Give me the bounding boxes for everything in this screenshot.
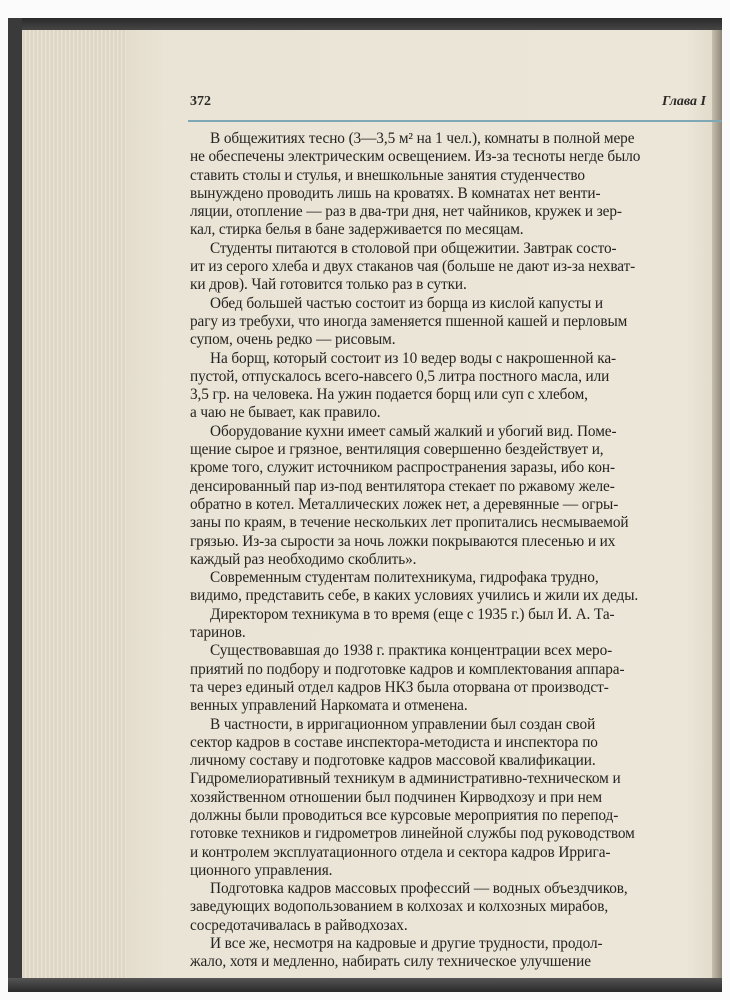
text-line: заведующих водопользованием в колхозах и колхозных мирабов, xyxy=(190,898,609,916)
text-line: и контролем эксплуатационного отдела и сектора кадров Ирригa- xyxy=(190,843,611,861)
text-line: таринов. xyxy=(190,624,246,642)
text-line: жало, хотя и медленно, набирать силу техническое улучшение xyxy=(190,953,591,971)
text-line: заны по краям, в течение нескольких лет пропитались несмываемой xyxy=(190,514,629,532)
text-line: ставить столы и стулья, и внешкольные занятия студенчество xyxy=(190,166,585,184)
text-line: На борщ, который состоит из 10 ведер воды с накрошенной ка- xyxy=(210,349,617,367)
text-line: кал, стирка белья в бане задерживается по месяцам. xyxy=(190,221,524,239)
text-line: Подготовка кадров массовых профессий — водных объездчиков, xyxy=(210,880,628,898)
text-line: супом, очень редко — рисовым. xyxy=(190,331,396,349)
text-line: кроме того, служит источником распространения заразы, ибо кон- xyxy=(190,459,615,477)
text-line: денсированный пар из-под вентилятора стекает по ржавому желе- xyxy=(190,477,615,495)
header-rule xyxy=(188,120,722,122)
text-line: рагу из требухи, что иногда заменяется пшенной кашей и перловым xyxy=(190,312,628,330)
text-line: а чаю не бывает, как правило. xyxy=(190,404,381,422)
text-line: не обеспечены электрическим освещением. Из-за тесноты негде было xyxy=(190,148,641,166)
running-head: Глава I xyxy=(662,94,707,109)
text-line: сосредотачивалась в райводхозах. xyxy=(190,916,408,934)
text-line: Обед большей частью состоит из борща из кислой капусты и xyxy=(210,294,603,312)
text-line: ляции, отопление — раз в два-три дня, нет чайников, кружек и зер- xyxy=(190,203,622,221)
text-line: Современным студентам политехникума, гидрофака трудно, xyxy=(210,569,599,587)
page-header xyxy=(190,94,722,116)
text-line: Студенты питаются в столовой при общежитии. Завтрак состо- xyxy=(210,239,617,257)
scanner-left-shadow xyxy=(8,18,22,992)
text-line: приятий по подбору и подготовке кадров и комплектования аппара- xyxy=(190,660,625,678)
text-line: готовке техников и гидрометров линейной службы под руководством xyxy=(190,825,635,843)
text-line: каждый раз необходимо скоблить». xyxy=(190,550,417,568)
text-line: ит из серого хлеба и двух стаканов чая (больше не дают из-за нехват- xyxy=(190,258,636,276)
text-line: Гидромелиоративный техникум в административно-техническом и xyxy=(190,770,621,788)
text-line: 3,5 гр. на человека. На ужин подается борщ или суп с хлебом, xyxy=(190,386,588,404)
text-line: И все же, несмотря на кадровые и другие трудности, продол- xyxy=(210,935,603,953)
text-line: В общежитиях тесно (3—3,5 м² на 1 чел.), комнаты в полной мере xyxy=(210,130,635,147)
text-line: ки дров). Чай готовится только раз в сутки. xyxy=(190,276,467,294)
text-line: Директором техникума в то время (еще с 1935 г.) был И. А. Та- xyxy=(210,605,615,623)
text-line: должны были проводиться все курсовые мероприятия по перепод- xyxy=(190,806,619,824)
text-line: вынуждено проводить лишь на кроватях. В комнатах нет венти- xyxy=(190,184,601,202)
book-page-edges xyxy=(22,30,132,980)
text-line: пустой, отпускалось всего-навсего 0,5 литра постного масла, или xyxy=(190,367,610,385)
text-line: венных управлений Наркомата и отменена. xyxy=(190,697,468,715)
text-line: та через единый отдел кадров НКЗ была оторвана от производст- xyxy=(190,678,609,696)
page-number: 372 xyxy=(190,94,211,109)
text-line: Существовавшая до 1938 г. практика концентрации всех меро- xyxy=(210,642,613,660)
text-line: обратно в котел. Металлических ложек нет, а деревянные — огры- xyxy=(190,495,619,513)
text-line: сектор кадров в составе инспектора-методиста и инспектора по xyxy=(190,733,598,751)
text-line: личному составу и подготовке кадров массовой квалификации. xyxy=(190,752,596,770)
text-line: Оборудование кухни имеет самый жалкий и убогий вид. Поме- xyxy=(210,422,617,440)
scanner-bottom-shadow xyxy=(8,978,722,992)
text-line: В частности, в ирригационном управлении был создан свой xyxy=(210,715,596,733)
text-line: грязью. Из-за сырости за ночь ложки покрываются плесенью и их xyxy=(190,532,616,550)
body-text xyxy=(190,130,730,971)
text-line: хозяйственном отношении был подчинен Кирводхозу и при нем xyxy=(190,788,602,806)
text-line: ционного управления. xyxy=(190,861,333,879)
text-line: щение сырое и грязное, вентиляция совершенно бездействует и, xyxy=(190,441,604,459)
text-line: видимо, представить себе, в каких условиях учились и жили их деды. xyxy=(190,587,639,605)
